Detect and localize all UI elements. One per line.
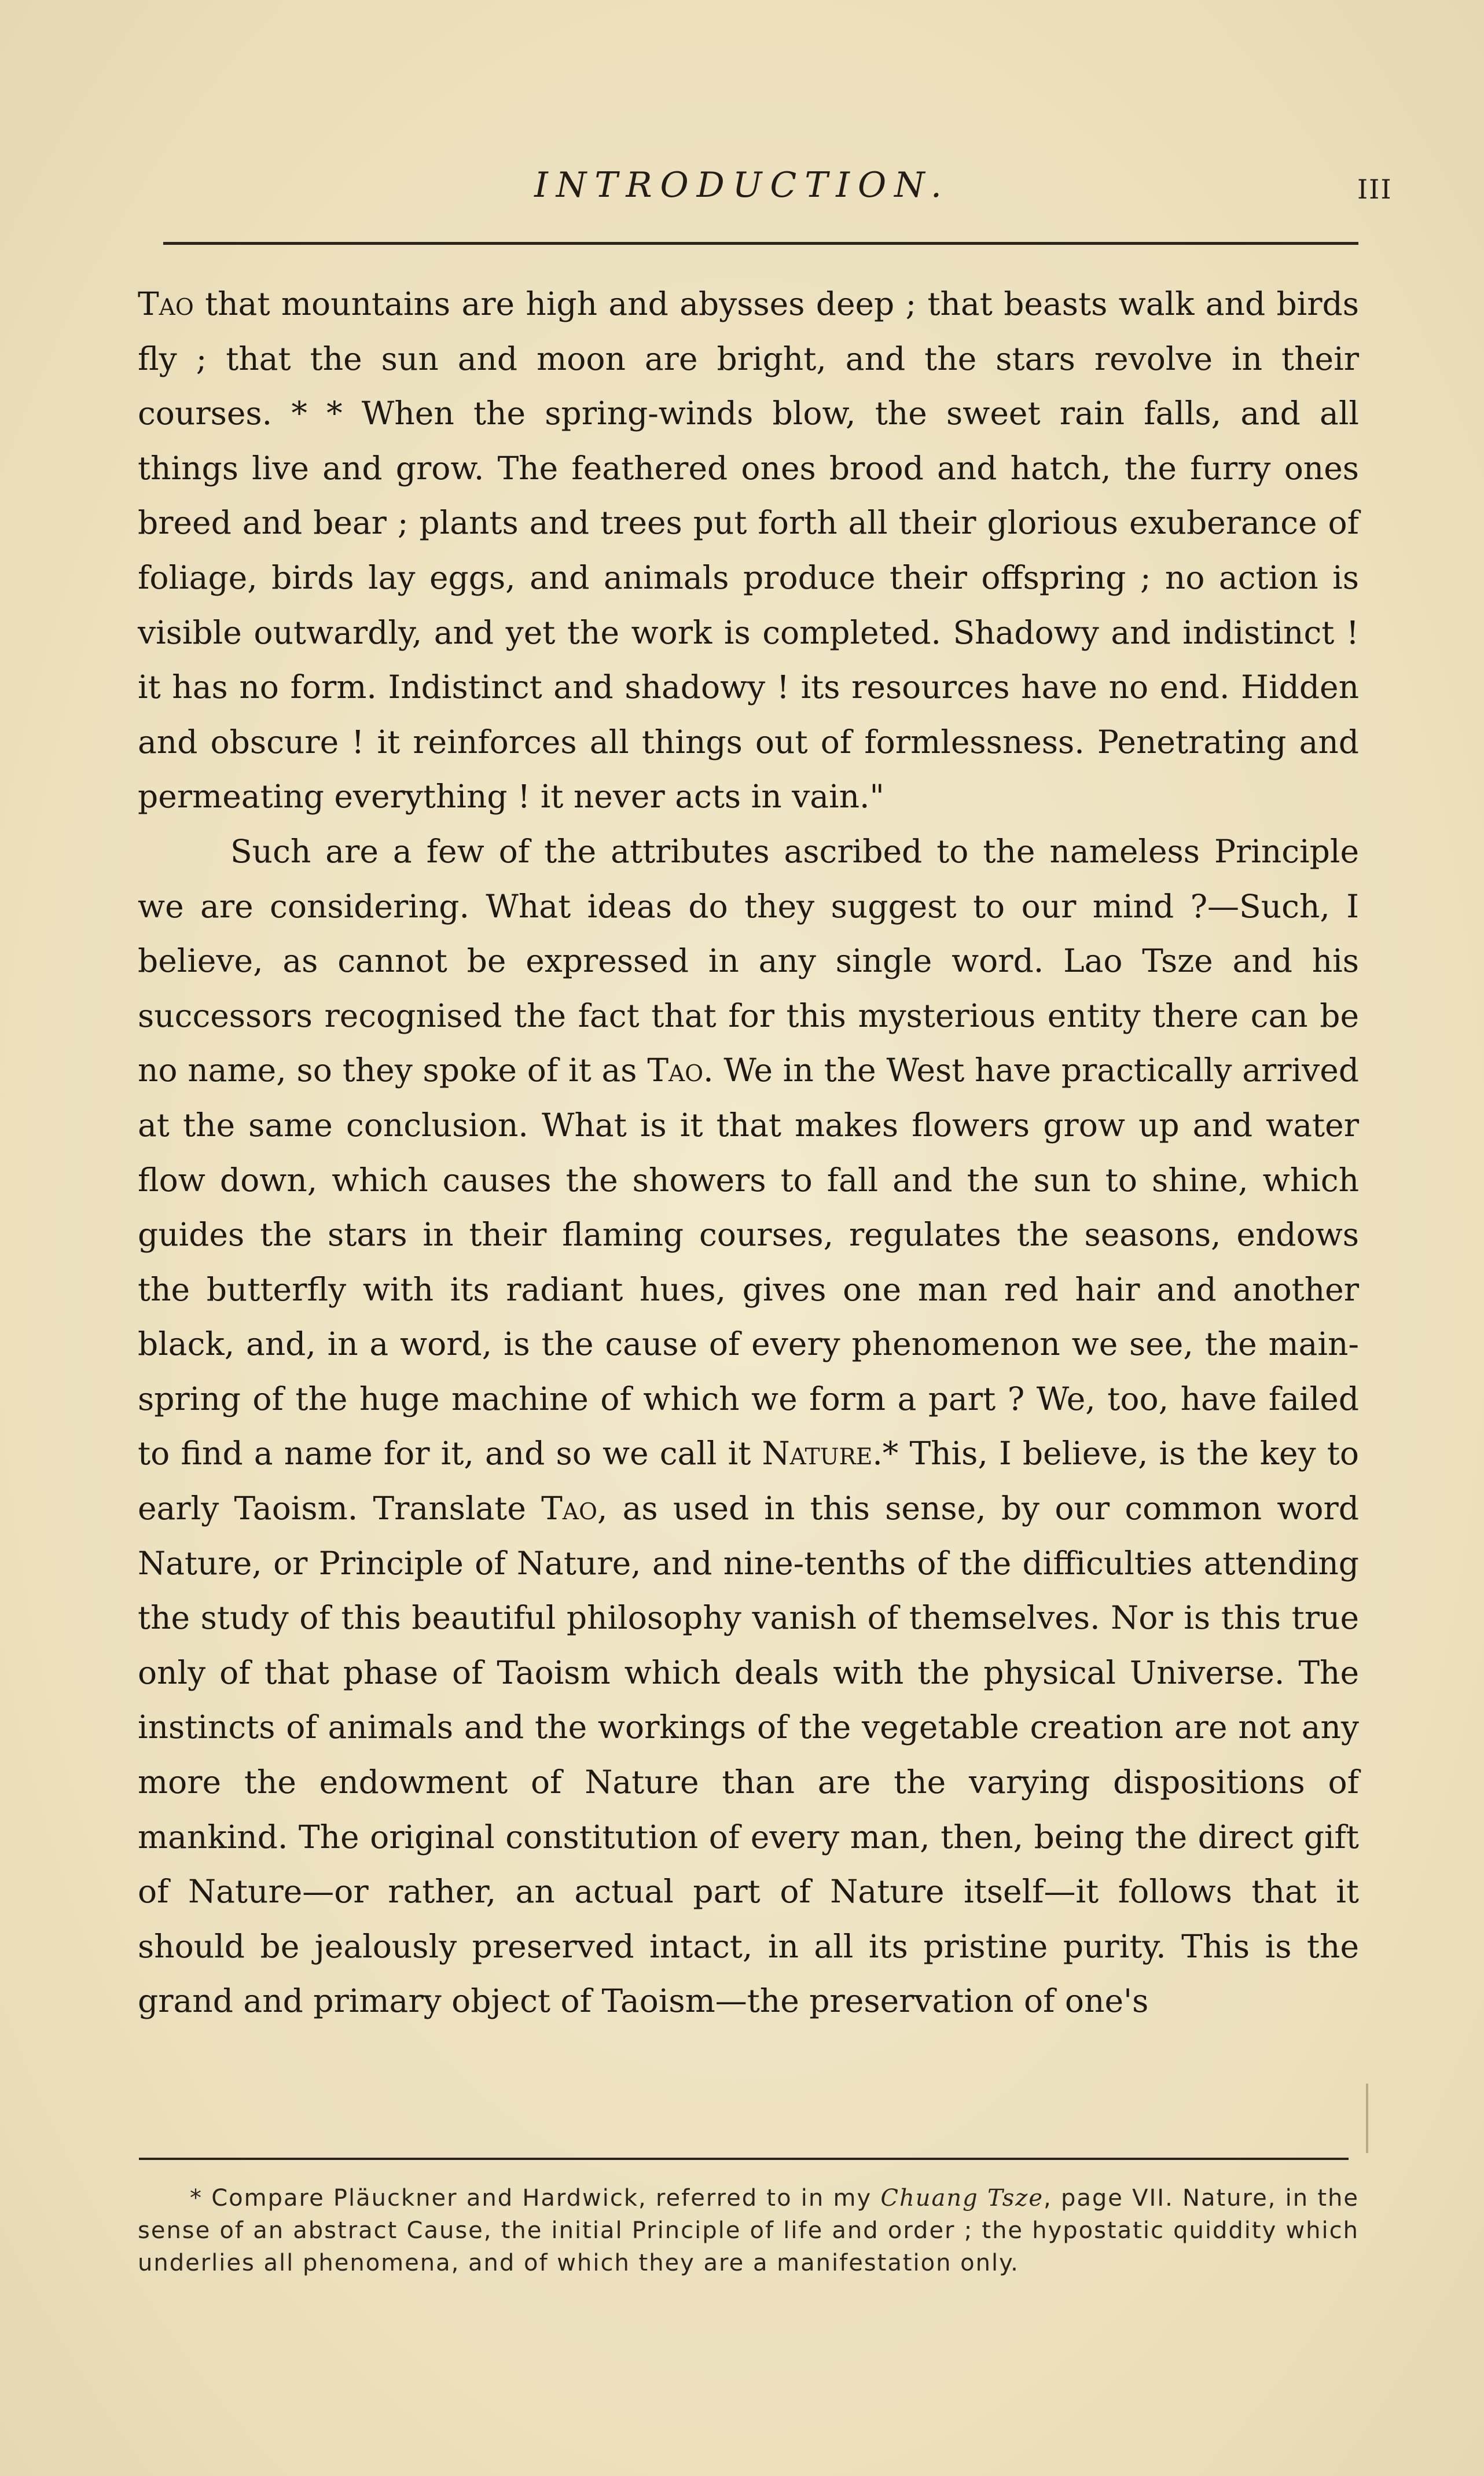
footnote-reference: .* bbox=[872, 1435, 899, 1472]
small-caps-tao: Tao bbox=[647, 1052, 704, 1089]
paragraph-2 bbox=[138, 824, 1359, 2029]
footnote-part-1: * Compare Pläuckner and Hardwick, referred to in my bbox=[190, 2185, 881, 2211]
paragraph-1-text: that mountains are high and abysses deep ; that beasts walk and birds fly ; that the sun and moon are bright, and the stars revolve in their courses. * * When the spring-winds blow, the sweet rain falls, and all things live and grow. The feathered ones brood and hatch, the furry ones breed and bear ; plants and trees put forth all their glorious exuberance of foliage, birds lay eggs, and animals produce their offspring ; no action is visible outwardly, and yet the work is completed. Shadowy and indistinct ! it has no form. Indistinct and shadowy ! its resources have no end. Hidden and obscure ! it reinforces all things out of formlessness. Penetrating and permeating everything ! it never acts in vain." bbox=[138, 285, 1359, 815]
footnote-part-2: , page VII. Nature, in the sense of an abstract Cause, the initial Principle of life and order ; the hypostatic quiddity which underlies all phenomena, and of which they are a manifestation only. bbox=[138, 2185, 1359, 2276]
page-number: III bbox=[1357, 174, 1393, 205]
paragraph-2-part-4: , as used in this sense, by our common word Nature, or Principle of Nature, and nine-tenths of the difficulties attending the study of this beautiful philosophy vanish of themselves. Nor is this true only of that phase of Taoism which deals with the physical Universe. The instincts of animals and the workings of the vegetable creation are not any more the endowment of Nature than are the varying dispositions of mankind. The original constitution of every man, then, being the direct gift of Nature—or rather, an actual part of Nature itself—it follows that it should be jealously preserved intact, in all its pristine purity. This is the grand and primary object of Taoism—the preservation of one's bbox=[138, 1490, 1359, 2020]
paragraph-2-part-3: This, I believe, is the key to early Taoism. Translate bbox=[138, 1435, 1359, 1527]
paragraph-1 bbox=[138, 277, 1359, 824]
margin-mark bbox=[1366, 2084, 1368, 2153]
header-rule bbox=[163, 242, 1358, 245]
paragraph-2-part-2: . We in the West have practically arrived at the same conclusion. What is it that makes flowers grow up and water flow down, which causes the showers to fall and the sun to shine, which guides the stars in their flaming courses, regulates the seasons, endows the butterfly with its radiant hues, gives one man red hair and another black, and, in a word, is the cause of every phenomenon we see, the main-spring of the huge machine of which we form a part ? We, too, have failed to find a name for it, and so we call it bbox=[138, 1052, 1359, 1472]
footnote-book-title: Chuang Tsze bbox=[880, 2185, 1044, 2211]
footnote-text bbox=[138, 2182, 1359, 2279]
footnote bbox=[138, 2182, 1359, 2279]
footnote-rule bbox=[139, 2158, 1349, 2160]
body-text bbox=[138, 277, 1359, 2029]
paragraph-2-part-1: Such are a few of the attributes ascribed to the nameless Principle we are considering. What ideas do they suggest to our mind ?—Such, I believe, as cannot be expressed in any single word. Lao Tsze and his successors recognised the fact that for this mysterious entity there can be no name, so they spoke of it as bbox=[138, 832, 1359, 1089]
running-title: INTRODUCTION. bbox=[534, 165, 950, 205]
small-caps-tao: Tao bbox=[138, 285, 194, 322]
small-caps-tao: Tao bbox=[541, 1490, 597, 1527]
small-caps-nature: Nature bbox=[762, 1435, 873, 1472]
